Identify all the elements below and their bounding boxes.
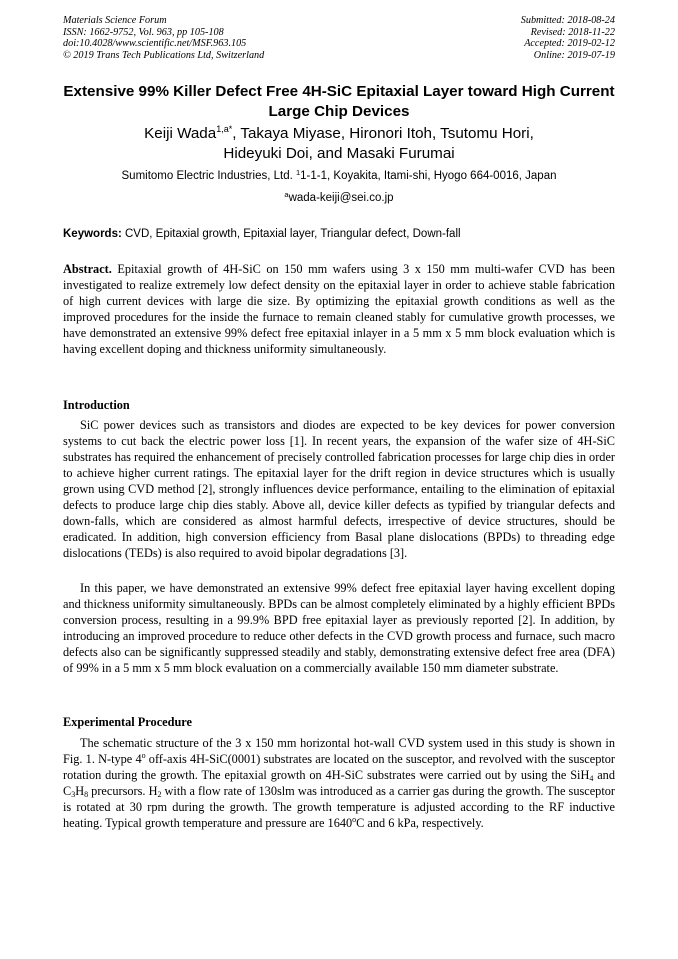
keywords-label: Keywords: xyxy=(63,228,122,240)
abstract-label: Abstract. xyxy=(63,262,112,276)
affiliation-org: Sumitomo Electric Industries, Ltd. xyxy=(121,170,296,182)
experimental-paragraph-1 xyxy=(63,735,615,831)
date-online: Online: 2019-07-19 xyxy=(533,49,615,61)
author-list xyxy=(63,124,615,164)
journal-info xyxy=(63,15,264,61)
author-email xyxy=(63,191,615,205)
author-line-2: Hideyuki Doi, and Masaki Furumai xyxy=(223,145,455,162)
introduction-paragraph-2: In this paper, we have demonstrated an extensive 99% defect free epitaxial layer having excellent doping and thickness uniformity simultaneously. BPDs can be almost completely eliminated by a highly efficient BPDs conversion process, resulting in a 99.9% BPD free epitaxial layer as previously reported [2]. In addition, by introducing an improved procedure to reduce other defects in the CVD growth process and furnace, such macro defects also can be significantly suppressed steadily and stably, demonstrating extensive defect free area (DFA) of 99% in a 5 mm x 5 mm block evaluation on a commercially available 150 mm diameter substrate. xyxy=(63,581,615,675)
author-line-1 xyxy=(63,124,615,144)
introduction-paragraph-1: SiC power devices such as transistors and diodes are expected to be key devices for power conversion systems to cut back the electric power loss [1]. In recent years, the expansion of the wafer size of 4H-SiC substrates has required the enhancement of precisely controlled fabrication processes for large chip dies in order to achieve higher current ratings. The epitaxial layer for the drift region in device structures which is usually grown using CVD method [2], strongly influences device performance, entailing to the elimination of epitaxial defects to produce large chip dies stably. Above all, device killer defects as typified by triangular defects and down-falls, which are considered as almost harmful defects, irrespective of device structures, should be eradicated. In addition, high conversion efficiency from Basal plane dislocations (BPDs) to threading edge dislocations (TEDs) is also required to avoid bipolar degradations [3]. xyxy=(63,418,615,560)
keywords-text: CVD, Epitaxial growth, Epitaxial layer, Triangular defect, Down-fall xyxy=(121,228,461,240)
journal-doi: doi:10.4028/www.scientific.net/MSF.963.105 xyxy=(63,38,247,50)
text-run: H xyxy=(75,784,85,798)
degree-symbol: o xyxy=(352,815,357,824)
affiliation-address: 1-1-1, Koyakita, Itami-shi, Hyogo 664-0016, Japan xyxy=(300,170,557,182)
text-run: with a flow rate of 130slm was introduced as a carrier gas during the growth. The susceptor is rotated at 30 rpm during the growth. The growth temperature is adjusted according to the RF inductive heating. Typical growth temperature and pressure are 1640 xyxy=(63,784,615,830)
abstract-text: Epitaxial growth of 4H-SiC on 150 mm wafers using 3 x 150 mm multi-wafer CVD has been investigated to realize extremely low defect density on the epitaxial layer in order to achieve stable fabrication of high current devices with large die size. By optimizing the epitaxial growth conditions as well as the improved procedures for the inside the furnace to remain cleaned stably for cumulative growth processes, we have demonstrated an extensive 99% defect free epitaxial inlayer in a 5 mm x 5 mm block evaluation which is having excellent doping and thickness uniformity simultaneously. xyxy=(63,262,615,356)
section-heading-experimental: Experimental Procedure xyxy=(63,715,192,729)
subscript: 2 xyxy=(157,790,162,799)
author-affiliation-marker: 1,a* xyxy=(216,124,233,134)
date-accepted: Accepted: 2019-02-12 xyxy=(524,38,615,50)
paper-title: Extensive 99% Killer Defect Free 4H-SiC Epitaxial Layer toward High Current Large Chip Devices xyxy=(63,83,615,120)
journal-name: Materials Science Forum xyxy=(63,15,167,26)
publication-dates xyxy=(521,15,615,61)
date-submitted: Submitted: 2018-08-24 xyxy=(520,15,615,26)
text-run: The schematic structure of the 3 x 150 mm horizontal hot-wall CVD system used in this study is shown in Fig. 1. N-type 4 xyxy=(63,736,615,766)
affiliation xyxy=(63,169,615,183)
email-marker: a xyxy=(284,190,289,199)
text-run: C and 6 kPa, respectively. xyxy=(356,816,484,830)
keywords xyxy=(63,227,615,241)
date-revised: Revised: 2018-11-22 xyxy=(530,26,615,38)
co-authors-line-1: , Takaya Miyase, Hironori Itoh, Tsutomu Hori, xyxy=(232,125,534,142)
text-run: off-axis 4H-SiC(0001) substrates are located on the susceptor, and revolved with the susceptor rotation during the growth. The epitaxial growth on 4H-SiC substrates were carried out by using the SiH xyxy=(63,752,616,782)
corresponding-author: Keiji Wada xyxy=(144,125,217,142)
subscript: 3 xyxy=(71,790,76,799)
journal-copyright: © 2019 Trans Tech Publications Ltd, Switzerland xyxy=(63,49,265,61)
degree-symbol: o xyxy=(141,751,146,760)
email-address: wada-keiji@sei.co.jp xyxy=(288,192,394,204)
subscript: 8 xyxy=(84,790,89,799)
affiliation-marker: 1 xyxy=(295,168,301,177)
text-run: precursors. H xyxy=(88,784,158,798)
text-run: and C xyxy=(63,768,615,798)
section-heading-introduction: Introduction xyxy=(63,398,130,412)
journal-issn: ISSN: 1662-9752, Vol. 963, pp 105-108 xyxy=(63,26,224,38)
subscript: 4 xyxy=(589,774,594,783)
abstract xyxy=(63,261,615,357)
